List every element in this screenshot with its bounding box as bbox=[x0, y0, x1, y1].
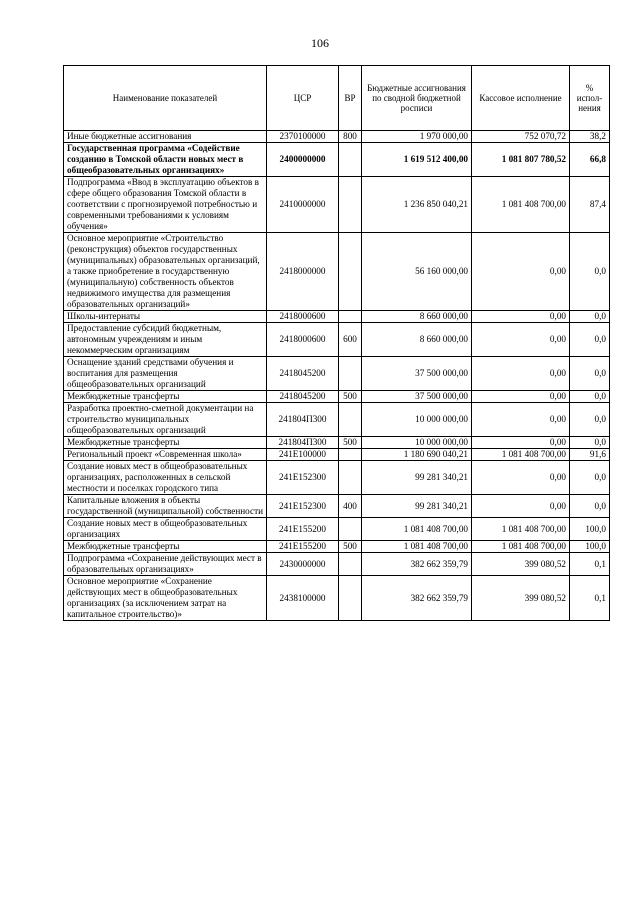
row-allocations-cell: 1 180 690 040,21 bbox=[362, 449, 472, 461]
row-allocations-cell: 1 619 512 400,00 bbox=[362, 143, 472, 177]
row-vr-cell bbox=[339, 461, 362, 495]
row-percent-cell: 100,0 bbox=[570, 541, 610, 553]
row-execution-cell: 0,00 bbox=[472, 357, 570, 391]
row-percent-cell: 0,1 bbox=[570, 553, 610, 576]
row-execution-cell: 0,00 bbox=[472, 323, 570, 357]
row-percent-cell: 66,8 bbox=[570, 143, 610, 177]
row-allocations-cell: 1 081 408 700,00 bbox=[362, 541, 472, 553]
table-row bbox=[64, 449, 610, 461]
table-row bbox=[64, 461, 610, 495]
column-header-name: Наименование показателей bbox=[64, 66, 267, 131]
row-execution-cell: 752 070,72 bbox=[472, 131, 570, 143]
row-execution-cell: 1 081 807 780,52 bbox=[472, 143, 570, 177]
table-header-row bbox=[64, 66, 610, 131]
row-csr-cell: 241804П300 bbox=[267, 403, 339, 437]
table-row bbox=[64, 495, 610, 518]
row-allocations-cell: 37 500 000,00 bbox=[362, 357, 472, 391]
row-execution-cell: 0,00 bbox=[472, 391, 570, 403]
row-name-cell: Капитальные вложения в объекты государственной (муниципальной) собственности bbox=[64, 495, 267, 518]
table-row bbox=[64, 518, 610, 541]
row-vr-cell: 800 bbox=[339, 131, 362, 143]
table-row bbox=[64, 177, 610, 233]
row-percent-cell: 0,0 bbox=[570, 233, 610, 311]
row-percent-cell: 91,6 bbox=[570, 449, 610, 461]
row-csr-cell: 2418000000 bbox=[267, 233, 339, 311]
row-csr-cell: 241Е155200 bbox=[267, 518, 339, 541]
table-body bbox=[64, 131, 610, 621]
row-csr-cell: 241Е100000 bbox=[267, 449, 339, 461]
row-percent-cell: 0,0 bbox=[570, 403, 610, 437]
table-row bbox=[64, 131, 610, 143]
row-vr-cell bbox=[339, 553, 362, 576]
row-vr-cell bbox=[339, 518, 362, 541]
row-allocations-cell: 10 000 000,00 bbox=[362, 403, 472, 437]
row-name-cell: Разработка проектно-сметной документации на строительство муниципальных общеобразовательных организаций bbox=[64, 403, 267, 437]
row-allocations-cell: 56 160 000,00 bbox=[362, 233, 472, 311]
row-percent-cell: 87,4 bbox=[570, 177, 610, 233]
row-csr-cell: 241804П300 bbox=[267, 437, 339, 449]
row-execution-cell: 0,00 bbox=[472, 311, 570, 323]
table-row bbox=[64, 403, 610, 437]
row-allocations-cell: 37 500 000,00 bbox=[362, 391, 472, 403]
table-row bbox=[64, 553, 610, 576]
row-allocations-cell: 1 081 408 700,00 bbox=[362, 518, 472, 541]
row-csr-cell: 241Е155200 bbox=[267, 541, 339, 553]
row-allocations-cell: 99 281 340,21 bbox=[362, 461, 472, 495]
row-csr-cell: 2370100000 bbox=[267, 131, 339, 143]
row-allocations-cell: 1 970 000,00 bbox=[362, 131, 472, 143]
row-percent-cell: 0,0 bbox=[570, 437, 610, 449]
row-execution-cell: 1 081 408 700,00 bbox=[472, 518, 570, 541]
row-allocations-cell: 382 662 359,79 bbox=[362, 553, 472, 576]
row-percent-cell: 0,0 bbox=[570, 323, 610, 357]
row-allocations-cell: 99 281 340,21 bbox=[362, 495, 472, 518]
row-execution-cell: 0,00 bbox=[472, 461, 570, 495]
budget-execution-table bbox=[63, 65, 610, 621]
row-percent-cell: 0,1 bbox=[570, 576, 610, 621]
row-execution-cell: 1 081 408 700,00 bbox=[472, 177, 570, 233]
table-row bbox=[64, 437, 610, 449]
row-execution-cell: 1 081 408 700,00 bbox=[472, 541, 570, 553]
row-vr-cell bbox=[339, 449, 362, 461]
table-row bbox=[64, 541, 610, 553]
row-percent-cell: 0,0 bbox=[570, 461, 610, 495]
row-csr-cell: 241Е152300 bbox=[267, 461, 339, 495]
row-vr-cell bbox=[339, 143, 362, 177]
row-name-cell: Государственная программа «Содействие созданию в Томской области новых мест в общеобразовательных организациях» bbox=[64, 143, 267, 177]
column-header-csr: ЦСР bbox=[267, 66, 339, 131]
row-percent-cell: 0,0 bbox=[570, 357, 610, 391]
row-execution-cell: 1 081 408 700,00 bbox=[472, 449, 570, 461]
row-execution-cell: 0,00 bbox=[472, 233, 570, 311]
column-header-percent: % испол-нения bbox=[570, 66, 610, 131]
row-vr-cell bbox=[339, 233, 362, 311]
row-percent-cell: 0,0 bbox=[570, 495, 610, 518]
row-name-cell: Основное мероприятие «Строительство (реконструкция) объектов государственных (муниципальных) образовательных организаций, а также приобретение в государственную (муниципальную) собственность объектов недвижимого имущества для размещения образовательных организаций» bbox=[64, 233, 267, 311]
row-csr-cell: 2438100000 bbox=[267, 576, 339, 621]
row-name-cell: Подпрограмма «Ввод в эксплуатацию объектов в сфере общего образования Томской области в соответствии с прогнозируемой потребностью и современными требованиями к условиям обучения» bbox=[64, 177, 267, 233]
row-name-cell: Основное мероприятие «Сохранение действующих мест в общеобразовательных организациях (за исключением затрат на капитальное строительство)» bbox=[64, 576, 267, 621]
row-allocations-cell: 8 660 000,00 bbox=[362, 323, 472, 357]
row-vr-cell bbox=[339, 177, 362, 233]
row-csr-cell: 2400000000 bbox=[267, 143, 339, 177]
row-allocations-cell: 8 660 000,00 bbox=[362, 311, 472, 323]
page-number: 106 bbox=[311, 36, 329, 50]
row-vr-cell: 600 bbox=[339, 323, 362, 357]
row-name-cell: Межбюджетные трансферты bbox=[64, 437, 267, 449]
row-name-cell: Иные бюджетные ассигнования bbox=[64, 131, 267, 143]
row-vr-cell: 500 bbox=[339, 541, 362, 553]
row-name-cell: Школы-интернаты bbox=[64, 311, 267, 323]
row-percent-cell: 38,2 bbox=[570, 131, 610, 143]
row-percent-cell: 0,0 bbox=[570, 311, 610, 323]
row-name-cell: Подпрограмма «Сохранение действующих мест в образовательных организациях» bbox=[64, 553, 267, 576]
row-execution-cell: 0,00 bbox=[472, 403, 570, 437]
row-vr-cell: 400 bbox=[339, 495, 362, 518]
row-percent-cell: 100,0 bbox=[570, 518, 610, 541]
column-header-vr: ВР bbox=[339, 66, 362, 131]
row-percent-cell: 0,0 bbox=[570, 391, 610, 403]
row-vr-cell: 500 bbox=[339, 437, 362, 449]
row-name-cell: Создание новых мест в общеобразовательных организациях bbox=[64, 518, 267, 541]
table-row bbox=[64, 391, 610, 403]
row-vr-cell bbox=[339, 576, 362, 621]
row-csr-cell: 2418045200 bbox=[267, 391, 339, 403]
row-csr-cell: 2410000000 bbox=[267, 177, 339, 233]
row-execution-cell: 0,00 bbox=[472, 495, 570, 518]
row-allocations-cell: 382 662 359,79 bbox=[362, 576, 472, 621]
row-allocations-cell: 10 000 000,00 bbox=[362, 437, 472, 449]
row-csr-cell: 2418000600 bbox=[267, 323, 339, 357]
table-row bbox=[64, 323, 610, 357]
row-execution-cell: 399 080,52 bbox=[472, 576, 570, 621]
row-name-cell: Региональный проект «Современная школа» bbox=[64, 449, 267, 461]
row-vr-cell bbox=[339, 311, 362, 323]
row-name-cell: Оснащение зданий средствами обучения и воспитания для размещения общеобразовательных организаций bbox=[64, 357, 267, 391]
row-execution-cell: 399 080,52 bbox=[472, 553, 570, 576]
row-name-cell: Межбюджетные трансферты bbox=[64, 391, 267, 403]
row-vr-cell bbox=[339, 357, 362, 391]
row-name-cell: Создание новых мест в общеобразовательных организациях, расположенных в сельской местности и поселках городского типа bbox=[64, 461, 267, 495]
row-allocations-cell: 1 236 850 040,21 bbox=[362, 177, 472, 233]
column-header-allocations: Бюджетные ассигнования по сводной бюджетной росписи bbox=[362, 66, 472, 131]
table-row bbox=[64, 576, 610, 621]
row-csr-cell: 241Е152300 bbox=[267, 495, 339, 518]
row-vr-cell: 500 bbox=[339, 391, 362, 403]
table-row bbox=[64, 143, 610, 177]
row-name-cell: Межбюджетные трансферты bbox=[64, 541, 267, 553]
row-csr-cell: 2418000600 bbox=[267, 311, 339, 323]
table-row bbox=[64, 311, 610, 323]
row-execution-cell: 0,00 bbox=[472, 437, 570, 449]
row-vr-cell bbox=[339, 403, 362, 437]
row-name-cell: Предоставление субсидий бюджетным, автономным учреждениям и иным некоммерческим организациям bbox=[64, 323, 267, 357]
row-csr-cell: 2430000000 bbox=[267, 553, 339, 576]
table-row bbox=[64, 357, 610, 391]
table-row bbox=[64, 233, 610, 311]
column-header-execution: Кассовое исполнение bbox=[472, 66, 570, 131]
row-csr-cell: 2418045200 bbox=[267, 357, 339, 391]
